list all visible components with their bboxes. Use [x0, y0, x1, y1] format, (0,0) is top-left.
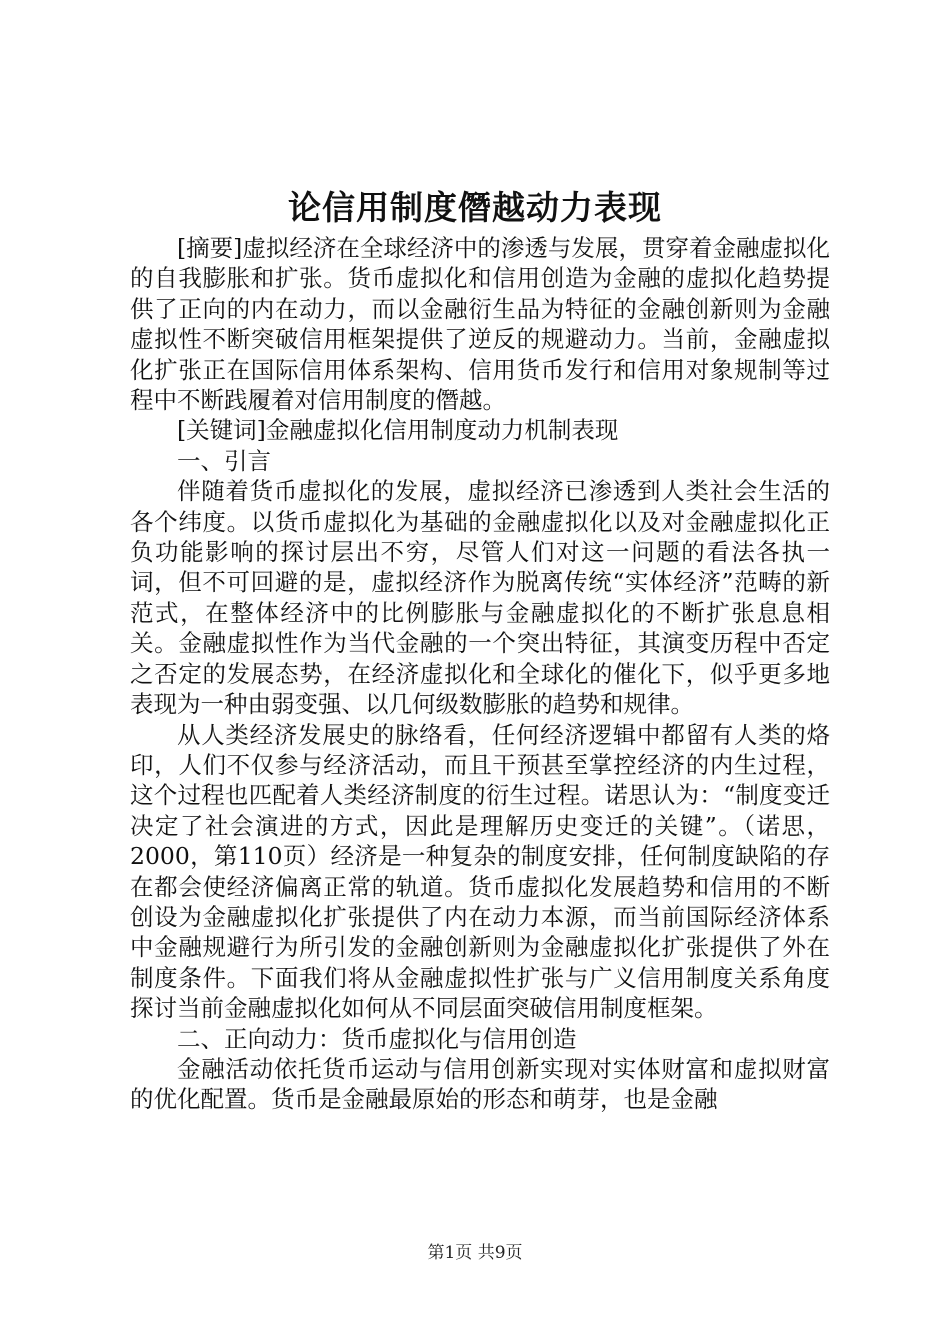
body-paragraph: 伴随着货币虚拟化的发展，虚拟经济已渗透到人类社会生活的各个纬度。以货币虚拟化为基础的金融虚拟化以及对金融虚拟化正负功能影响的探讨层出不穷，尽管人们对这一问题的看法各执一词，但不可回避的是，虚拟经济作为脱离传统“实体经济”范畴的新范式，在整体经济中的比例膨胀与金融虚拟化的不断扩张息息相关。金融虚拟性作为当代金融的一个突出特征，其演变历程中否定之否定的发展态势，在经济虚拟化和全球化的催化下，似乎更多地表现为一种由弱变强、以几何级数膨胀的趋势和规律。	[130, 477, 830, 719]
document-body	[130, 233, 830, 1115]
body-paragraph: 从人类经济发展史的脉络看，任何经济逻辑中都留有人类的烙印，人们不仅参与经济活动，而且干预甚至掌控经济的内生过程，这个过程也匹配着人类经济制度的衍生过程。诺思认为：“制度变迁决定了社会演进的方式，因此是理解历史变迁的关键”。（诺思，2000，第110页）经济是一种复杂的制度安排，任何制度缺陷的存在都会使经济偏离正常的轨道。货币虚拟化发展趋势和信用的不断创设为金融虚拟化扩张提供了内在动力本源，而当前国际经济体系中金融规避行为所引发的金融创新则为金融虚拟化扩张提供了外在制度条件。下面我们将从金融虚拟性扩张与广义信用制度关系角度探讨当前金融虚拟化如何从不同层面突破信用制度框架。	[130, 720, 830, 1023]
page-footer: 第1页 共9页	[427, 1243, 523, 1263]
document-title: 论信用制度僭越动力表现	[288, 188, 662, 227]
section-heading-introduction: 一、引言	[177, 446, 271, 475]
abstract-paragraph: [摘要]虚拟经济在全球经济中的渗透与发展，贯穿着金融虚拟化的自我膨胀和扩张。货币虚拟化和信用创造为金融的虚拟化趋势提供了正向的内在动力，而以金融衍生品为特征的金融创新则为金融虚拟性不断突破信用框架提供了逆反的规避动力。当前，金融虚拟化扩张正在国际信用体系架构、信用货币发行和信用对象规制等过程中不断践履着对信用制度的僭越。	[130, 234, 830, 415]
body-paragraph: 金融活动依托货币运动与信用创新实现对实体财富和虚拟财富的优化配置。货币是金融最原始的形态和萌芽，也是金融	[130, 1054, 830, 1114]
section-heading-positive-drive: 二、正向动力：货币虚拟化与信用创造	[177, 1024, 577, 1053]
keywords-paragraph: [关键词]金融虚拟化信用制度动力机制表现	[177, 416, 619, 445]
